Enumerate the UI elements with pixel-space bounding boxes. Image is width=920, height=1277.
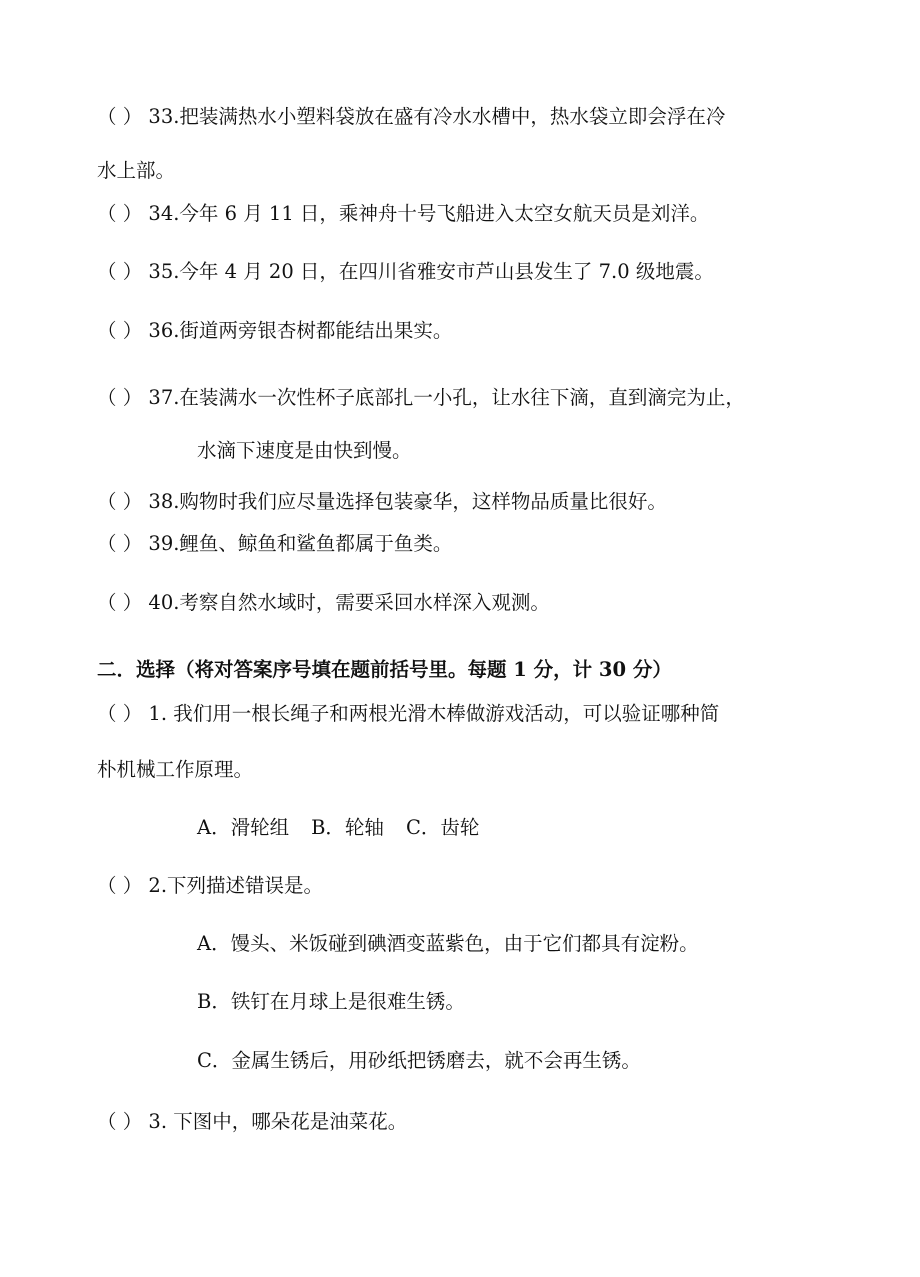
choice-question-2-option-c[interactable] bbox=[197, 1047, 641, 1075]
question-37-text-line2: 水滴下速度是由快到慢。 bbox=[197, 439, 412, 462]
choice-question-2 bbox=[97, 872, 323, 900]
question-33-text-line2: 水上部。 bbox=[97, 159, 176, 182]
answer-blank-35[interactable]: （ ） bbox=[97, 260, 143, 283]
choice-question-3-text: 3. 下图中，哪朵花是油菜花。 bbox=[148, 1110, 408, 1133]
choice-question-2-text: 2.下列描述错误是。 bbox=[148, 874, 324, 897]
question-39 bbox=[97, 530, 452, 558]
choice-question-1-text-line1: 1. 我们用一根长绳子和两根光滑木棒做游戏活动，可以验证哪种简 bbox=[148, 702, 720, 725]
question-34-text: 34.今年 6 月 11 日，乘神舟十号飞船进入太空女航天员是刘洋。 bbox=[148, 202, 710, 225]
choice-question-3 bbox=[97, 1108, 407, 1136]
choice-question-1-continuation bbox=[97, 756, 253, 784]
question-40 bbox=[97, 589, 550, 617]
question-38-text: 38.购物时我们应尽量选择包装豪华，这样物品质量比很好。 bbox=[148, 490, 667, 513]
question-33 bbox=[97, 103, 725, 131]
choice-answer-blank-1[interactable]: （ ） bbox=[97, 702, 143, 725]
question-36-text: 36.街道两旁银杏树都能结出果实。 bbox=[148, 319, 453, 342]
option-a[interactable]: A．滑轮组 bbox=[197, 816, 290, 839]
answer-blank-36[interactable]: （ ） bbox=[97, 319, 143, 342]
question-34 bbox=[97, 200, 709, 228]
choice-question-2-option-b[interactable] bbox=[197, 988, 465, 1016]
choice-answer-blank-2[interactable]: （ ） bbox=[97, 874, 143, 897]
option-c: C．金属生锈后，用砂纸把锈磨去，就不会再生锈。 bbox=[197, 1049, 641, 1072]
question-37-continuation bbox=[197, 437, 412, 465]
choice-question-2-option-a[interactable] bbox=[197, 930, 699, 958]
answer-blank-39[interactable]: （ ） bbox=[97, 532, 143, 555]
answer-blank-40[interactable]: （ ） bbox=[97, 591, 143, 614]
question-33-text-line1: 33.把装满热水小塑料袋放在盛有冷水水槽中，热水袋立即会浮在冷 bbox=[148, 105, 726, 128]
choice-question-1 bbox=[97, 700, 719, 728]
answer-blank-37[interactable]: （ ） bbox=[97, 386, 143, 409]
option-b[interactable]: B．轮轴 bbox=[311, 816, 384, 839]
choice-question-1-options bbox=[197, 814, 479, 842]
answer-blank-33[interactable]: （ ） bbox=[97, 105, 143, 128]
question-37 bbox=[97, 384, 745, 412]
option-c[interactable]: C．齿轮 bbox=[405, 816, 480, 839]
question-39-text: 39.鲤鱼、鲸鱼和鲨鱼都属于鱼类。 bbox=[148, 532, 453, 555]
question-35 bbox=[97, 258, 714, 286]
question-38 bbox=[97, 488, 667, 516]
question-33-continuation bbox=[97, 157, 175, 185]
choice-answer-blank-3[interactable]: （ ） bbox=[97, 1110, 143, 1133]
section-2-heading-text: 二．选择（将对答案序号填在题前括号里。每题 1 分，计 30 分） bbox=[97, 658, 672, 681]
choice-question-1-text-line2: 朴机械工作原理。 bbox=[97, 758, 254, 781]
question-40-text: 40.考察自然水域时，需要采回水样深入观测。 bbox=[148, 591, 550, 614]
question-35-text: 35.今年 4 月 20 日，在四川省雅安市芦山县发生了 7.0 级地震。 bbox=[148, 260, 714, 283]
question-37-text-line1: 37.在装满水一次性杯子底部扎一小孔，让水往下滴，直到滴完为止， bbox=[148, 386, 745, 409]
question-36 bbox=[97, 317, 452, 345]
answer-blank-34[interactable]: （ ） bbox=[97, 202, 143, 225]
option-a: A．馒头、米饭碰到碘酒变蓝紫色，由于它们都具有淀粉。 bbox=[197, 932, 699, 955]
option-b: B．铁钉在月球上是很难生锈。 bbox=[197, 990, 465, 1013]
section-2-heading bbox=[97, 656, 672, 684]
answer-blank-38[interactable]: （ ） bbox=[97, 490, 143, 513]
